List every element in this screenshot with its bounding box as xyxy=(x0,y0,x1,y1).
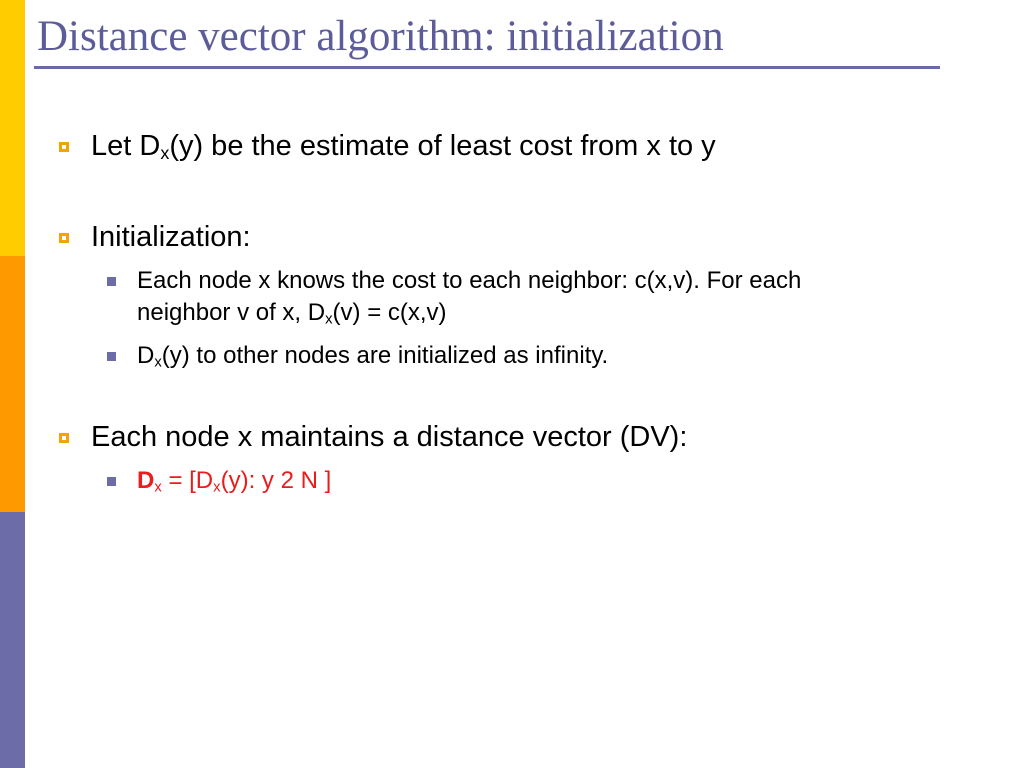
title-underline xyxy=(34,66,940,69)
subscript: x xyxy=(154,354,162,371)
sub-bullet-infinity xyxy=(137,340,937,372)
bullet-estimate-definition xyxy=(91,129,716,163)
sidebar-band-purple xyxy=(0,512,25,768)
sub-bullet-text: (y) to other nodes are initialized as infinity. xyxy=(161,342,609,369)
formula-text: = [D xyxy=(161,467,214,494)
filled-square-bullet-icon xyxy=(107,477,116,486)
hollow-square-bullet-icon xyxy=(59,233,69,243)
formula-text: (y): y 2 N ] xyxy=(220,467,332,494)
sub-bullet-text: Each node x knows the cost to each neighbor: c(x,v). For each xyxy=(137,267,802,294)
filled-square-bullet-icon xyxy=(107,352,116,361)
sub-bullet-text: (v) = c(x,v) xyxy=(332,299,447,326)
formula-bold-d: D xyxy=(137,467,155,494)
bullet-initialization: Initialization: xyxy=(91,221,251,253)
hollow-square-bullet-icon xyxy=(59,142,69,152)
sub-bullet-text: D xyxy=(137,342,155,369)
subscript: x xyxy=(325,311,333,328)
subscript: x xyxy=(160,142,170,163)
subscript: x xyxy=(154,479,162,496)
sub-bullet-neighbor-cost xyxy=(137,265,937,329)
bullet-text: Let D xyxy=(91,130,161,162)
sub-bullet-text: neighbor v of x, D xyxy=(137,299,326,326)
subscript: x xyxy=(213,479,221,496)
slide-sidebar xyxy=(0,0,25,768)
sidebar-band-orange xyxy=(0,256,25,512)
hollow-square-bullet-icon xyxy=(59,433,69,443)
bullet-text: (y) be the estimate of least cost from x to y xyxy=(169,130,716,162)
filled-square-bullet-icon xyxy=(107,277,116,286)
slide-title: Distance vector algorithm: initialization xyxy=(37,13,724,60)
bullet-distance-vector: Each node x maintains a distance vector (DV): xyxy=(91,421,688,453)
sidebar-band-yellow xyxy=(0,0,25,256)
sub-bullet-dv-formula xyxy=(137,465,937,497)
